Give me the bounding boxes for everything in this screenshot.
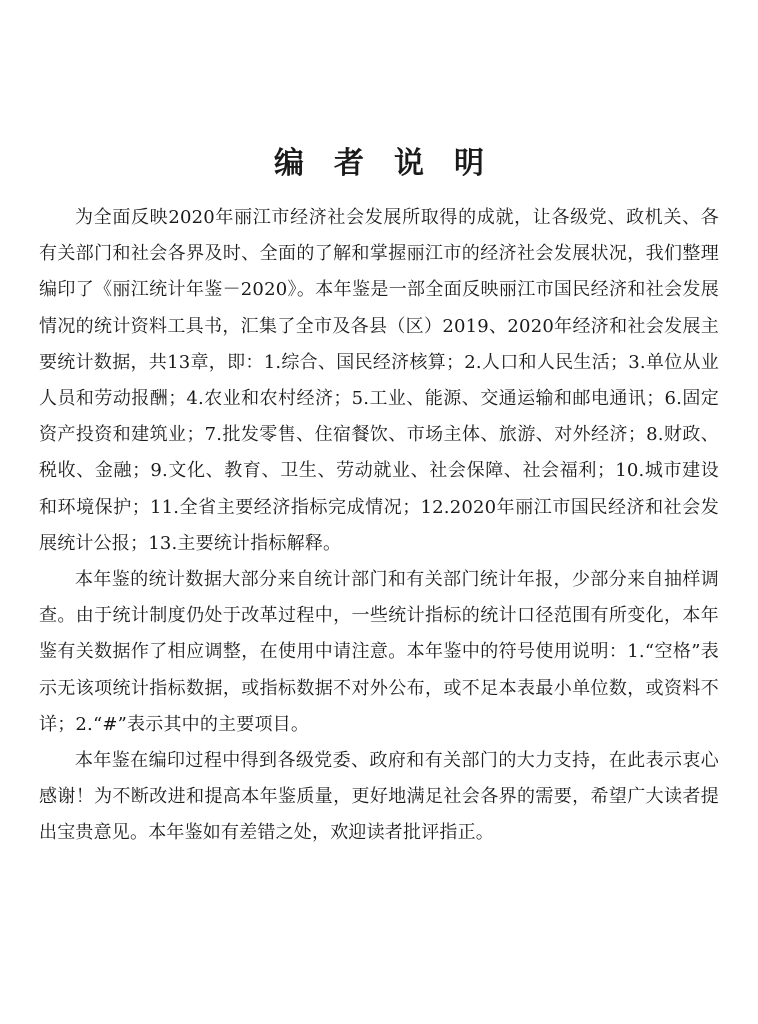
body-text	[39, 200, 719, 852]
page-title: 编者说明	[274, 146, 514, 182]
paragraph-intro: 为全面反映2020年丽江市经济社会发展所取得的成就，让各级党、政机关、各有关部门和社会各界及时、全面的了解和掌握丽江市的经济社会发展状况，我们整理编印了《丽江统计年鉴－2020》。本年鉴是一部全面反映丽江市国民经济和社会发展情况的统计资料工具书，汇集了全市及各县（区）2019、2020年经济和社会发展主要统计数据，共13章，即：1.综合、国民经济核算；2.人口和人民生活；3.单位从业人员和劳动报酬；4.农业和农村经济；5.工业、能源、交通运输和邮电通讯；6.固定资产投资和建筑业；7.批发零售、住宿餐饮、市场主体、旅游、对外经济；8.财政、税收、金融；9.文化、教育、卫生、劳动就业、社会保障、社会福利；10.城市建设和环境保护；11.全省主要经济指标完成情况；12.2020年丽江市国民经济和社会发展统计公报；13.主要统计指标解释。	[39, 207, 719, 554]
paragraph-acknowledgement: 本年鉴在编印过程中得到各级党委、政府和有关部门的大力支持，在此表示衷心感谢！为不断改进和提高本年鉴质量，更好地满足社会各界的需要，希望广大读者提出宝贵意见。本年鉴如有差错之处，欢迎读者批评指正。	[39, 750, 719, 844]
paragraph-data-source: 本年鉴的统计数据大部分来自统计部门和有关部门统计年报，少部分来自抽样调查。由于统计制度仍处于改革过程中，一些统计指标的统计口径范围有所变化，本年鉴有关数据作了相应调整，在使用中请注意。本年鉴中的符号使用说明：1.“空格”表示无该项统计指标数据，或指标数据不对外公布，或不足本表最小单位数，或资料不详；2.“#”表示其中的主要项目。	[39, 569, 719, 735]
